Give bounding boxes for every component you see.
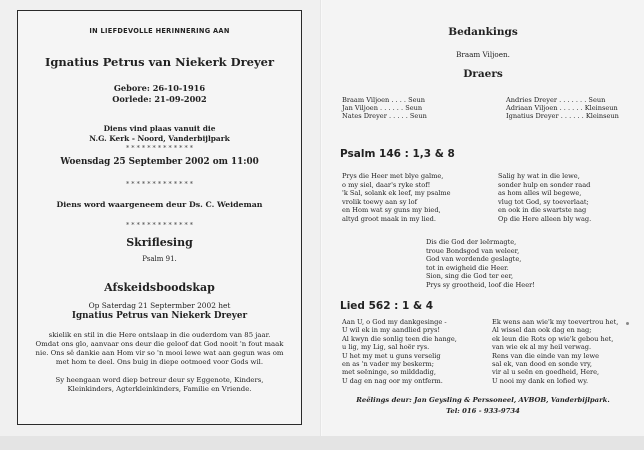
mourners-message: Sy heengaan word diep betreur deur sy Eggenote, Kinders, Kleinkinders, Agterkleinkinders, Familie en Vriende. bbox=[55, 376, 264, 393]
farewell-name: Ignatius Petrus van Niekerk Dreyer bbox=[71, 311, 248, 321]
psalm-line: en Hom wat sy guns my bied, bbox=[342, 206, 441, 215]
psalm-line: tot in ewigheid die Heer. bbox=[426, 263, 509, 272]
hymn-line: Aan U, o God my dankgesinge - bbox=[342, 318, 447, 326]
farewell-date: Op Saterdag 21 Septermber 2002 het bbox=[88, 301, 231, 310]
psalm-line: sonder hulp en sonder raad bbox=[498, 180, 591, 189]
psalm-line: Prys die Heer met blye galme, bbox=[342, 172, 444, 180]
hymn-line: U wil ek in my aandlied prys! bbox=[342, 326, 441, 335]
scripture-reading: Psalm 91. bbox=[142, 255, 177, 263]
psalm-line: vrolik toewy aan sy lof bbox=[342, 197, 418, 206]
psalm-title: Psalm 146 : 1,3 & 8 bbox=[340, 148, 455, 160]
psalm-line: God van wordende geslagte, bbox=[426, 255, 522, 264]
hymn-line: Al kwyn die sonlig teen die hange, bbox=[342, 334, 457, 343]
death-date: Oorlede: 21-09-2002 bbox=[112, 94, 207, 104]
scripture-title: Skriflesing bbox=[126, 236, 193, 249]
farewell-title: Afskeidsboodskap bbox=[104, 281, 215, 294]
speck bbox=[626, 322, 629, 325]
psalm-line: Prys sy grootheid, loof die Heer! bbox=[426, 281, 535, 289]
bearer-row: Nates Dreyer . . . . . Seun bbox=[342, 112, 427, 120]
psalm-line: troue Bondsgod van weleer, bbox=[426, 246, 520, 255]
arrangements-credit: Reëlings deur: Jan Geysling & Perssoneel, AVBOB, Vanderbijlpark. bbox=[356, 396, 610, 404]
birth-date: Gebore: 26-10-1916 bbox=[113, 83, 206, 93]
hymn-line: vir al u seën en goedheid, Here, bbox=[492, 368, 600, 377]
hymn-line: ek leun die Rots op wie'k gebou het, bbox=[492, 334, 614, 343]
bearer-row: Andries Dreyer . . . . . . . Seun bbox=[506, 96, 606, 104]
psalm-line: Salig hy wat in die lewe, bbox=[498, 172, 580, 180]
hymn-line: U dag en nag oor my ontferm. bbox=[342, 376, 443, 385]
separator-stars: * * * * * * * * * * * * * bbox=[125, 144, 194, 152]
psalm-line: vlug tot God, sy toeverlaat; bbox=[498, 197, 589, 206]
service-date: Woensdag 25 September 2002 om 11:00 bbox=[60, 157, 259, 167]
bearer-row: Braam Viljoen . . . . Seun bbox=[342, 96, 426, 104]
deceased-name: Ignatius Petrus van Niekerk Dreyer bbox=[44, 55, 275, 69]
separator-stars: * * * * * * * * * * * * * bbox=[125, 180, 194, 188]
psalm-line: as hom alles wil begewe, bbox=[498, 189, 582, 198]
hymn-line: U nooi my dank en lofied wy. bbox=[492, 376, 589, 385]
left-page-border bbox=[17, 10, 302, 425]
hymn-line: Rens van die einde van my lewe bbox=[492, 351, 600, 360]
bearer-row: Adriaan Viljoen . . . . . . Kleinseun bbox=[506, 104, 618, 112]
bearer-row: Jan Viljoen . . . . . . Seun bbox=[342, 104, 423, 112]
psalm-line: o my siel, daar's ryke stof! bbox=[342, 180, 431, 189]
hymn-line: Ek wens aan wie'k my toevertrou het, bbox=[492, 318, 619, 326]
hymn-line: U het my met u guns verselig bbox=[342, 351, 441, 360]
contact-phone: Tel: 016 - 933-9734 bbox=[446, 407, 520, 415]
hymn-line: u lig, my Lig, sal hoër rys. bbox=[342, 343, 430, 352]
hymn-title: Lied 562 : 1 & 4 bbox=[340, 300, 434, 312]
hymn-line: met seëninge, so milddadig, bbox=[342, 368, 436, 377]
separator-stars: * * * * * * * * * * * * * bbox=[125, 221, 194, 229]
hymn-line: sal ek, van dood en sonde vry, bbox=[492, 360, 592, 368]
psalm-line: en ook in die swartste nag bbox=[498, 206, 587, 215]
psalm-line: Op die Here alleen bly wag. bbox=[498, 215, 592, 223]
psalm-line: altyd groot maak in my lied. bbox=[342, 215, 436, 223]
psalm-line: Sion, sing die God ter eer, bbox=[426, 272, 514, 281]
memorial-header: IN LIEFDEVOLLE HERINNERING AAN bbox=[89, 27, 230, 35]
farewell-message: skielik en stil in die Here ontslaap in die ouderdom van 85 jaar. Omdat ons glo, aanvaar ons deur die geloof dat God nooit 'n fout maak nie. Ons sê dankie aan Hom vir so 'n mooi lewe wat aan gegun was om met hom te deel. Ons buig in diepe ootmoed voor Gods wil. bbox=[35, 331, 284, 366]
officiating-minister: Diens word waargeneem deur Ds. C. Weideman bbox=[56, 200, 263, 209]
bearers-title: Draers bbox=[463, 68, 503, 80]
right-page bbox=[322, 0, 644, 450]
hymn-line: Al wissel dan ook dag en nag; bbox=[492, 326, 592, 335]
service-intro: Diens vind plaas vanuit die bbox=[103, 124, 216, 133]
scan-bottom-edge bbox=[0, 436, 644, 450]
psalm-line: 'k Sal, solank ek leef, my psalme bbox=[342, 189, 451, 198]
bearer-row: Ignatius Dreyer . . . . . . Kleinseun bbox=[506, 112, 619, 120]
church-name: N.G. Kerk - Noord, Vanderbijlpark bbox=[89, 134, 230, 143]
thanks-name: Braam Viljoen. bbox=[456, 50, 510, 59]
thanks-title: Bedankings bbox=[448, 26, 518, 38]
psalm-line: Dis die God der leërmagte, bbox=[426, 238, 517, 246]
hymn-line: van wie ek al my heil verwag. bbox=[492, 343, 592, 352]
hymn-line: en as 'n vader my beskerm; bbox=[342, 360, 434, 368]
